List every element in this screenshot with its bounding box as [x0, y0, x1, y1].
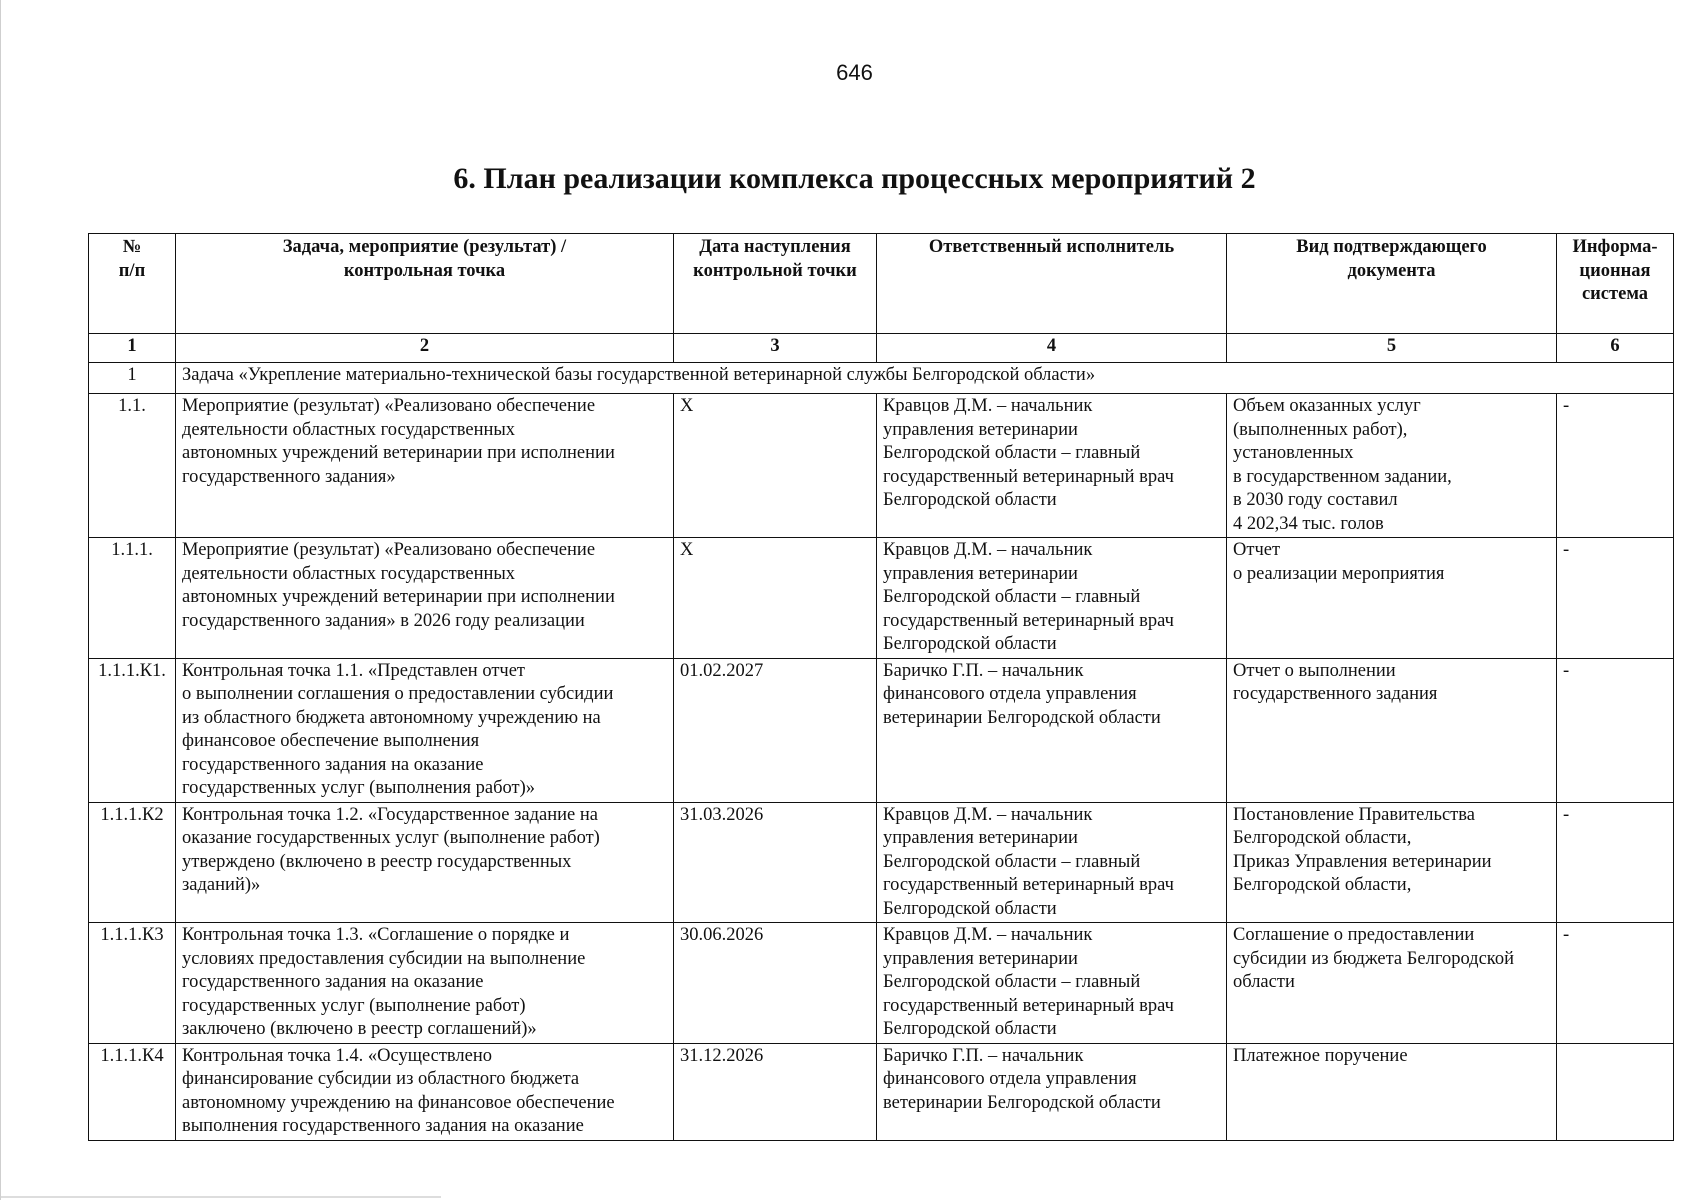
scan-edge-divider [1, 1196, 441, 1198]
row-system: - [1557, 538, 1674, 659]
row-task: Контрольная точка 1.2. «Государственное задание на оказание государственных услуг (выполнение работ) утверждено (включено в реестр государственных заданий)» [176, 802, 674, 923]
row-responsible: Баричко Г.П. – начальник финансового отдела управления ветеринарии Белгородской области [877, 1043, 1227, 1140]
table-row [89, 1043, 1674, 1140]
row-number: 1.1.1. [89, 538, 176, 659]
row-date: Х [674, 394, 877, 538]
row-number: 1.1.1.К3 [89, 923, 176, 1044]
row-task: Мероприятие (результат) «Реализовано обеспечение деятельности областных государственных автономных учреждений ветеринарии при исполнении государственного задания» [176, 394, 674, 538]
header-date: Дата наступления контрольной точки [674, 234, 877, 334]
row-document: Отчет о выполнении государственного задания [1227, 658, 1557, 802]
row-responsible: Кравцов Д.М. – начальник управления ветеринарии Белгородской области – главный государственный ветеринарный врач Белгородской области [877, 394, 1227, 538]
row-system: - [1557, 394, 1674, 538]
row-system: - [1557, 923, 1674, 1044]
table-row [89, 923, 1674, 1044]
header-num: № п/п [89, 234, 176, 334]
page-number: 646 [836, 60, 873, 85]
plan-table [88, 233, 1674, 1141]
header-task: Задача, мероприятие (результат) / контрольная точка [176, 234, 674, 334]
row-task: Контрольная точка 1.3. «Соглашение о порядке и условиях предоставления субсидии на выполнение государственного задания на оказание государственных услуг (выполнение работ) заключено (включено в реестр соглашений)» [176, 923, 674, 1044]
row-document: Объем оказанных услуг (выполненных работ), установленных в государственном задании, в 2030 году составил 4 202,34 тыс. голов [1227, 394, 1557, 538]
row-date: Х [674, 538, 877, 659]
header-row [89, 234, 1674, 334]
header-system: Информа- ционная система [1557, 234, 1674, 334]
document-title: 6. План реализации комплекса процессных мероприятий 2 [453, 162, 1256, 195]
row-document: Платежное поручение [1227, 1043, 1557, 1140]
row-document: Соглашение о предоставлении субсидии из бюджета Белгородской области [1227, 923, 1557, 1044]
table-row [89, 538, 1674, 659]
row-date: 31.12.2026 [674, 1043, 877, 1140]
row-task: Мероприятие (результат) «Реализовано обеспечение деятельности областных государственных автономных учреждений ветеринарии при исполнении государственного задания» в 2026 году реализации [176, 538, 674, 659]
row-system: - [1557, 658, 1674, 802]
column-number: 1 [89, 334, 176, 363]
table-row [89, 802, 1674, 923]
column-number: 3 [674, 334, 877, 363]
column-number-row [89, 334, 1674, 363]
column-number: 4 [877, 334, 1227, 363]
row-date: 31.03.2026 [674, 802, 877, 923]
task-row [89, 363, 1674, 394]
row-system: - [1557, 802, 1674, 923]
row-responsible: Кравцов Д.М. – начальник управления ветеринарии Белгородской области – главный государственный ветеринарный врач Белгородской области [877, 538, 1227, 659]
task-text: Задача «Укрепление материально-технической базы государственной ветеринарной службы Белгородской области» [176, 363, 1674, 394]
row-date: 30.06.2026 [674, 923, 877, 1044]
row-responsible: Баричко Г.П. – начальник финансового отдела управления ветеринарии Белгородской области [877, 658, 1227, 802]
row-date: 01.02.2027 [674, 658, 877, 802]
row-system [1557, 1043, 1674, 1140]
row-number: 1.1.1.К2 [89, 802, 176, 923]
column-number: 5 [1227, 334, 1557, 363]
row-document: Постановление Правительства Белгородской области, Приказ Управления ветеринарии Белгородской области, [1227, 802, 1557, 923]
row-number: 1.1. [89, 394, 176, 538]
task-number: 1 [89, 363, 176, 394]
row-responsible: Кравцов Д.М. – начальник управления ветеринарии Белгородской области – главный государственный ветеринарный врач Белгородской области [877, 802, 1227, 923]
row-document: Отчет о реализации мероприятия [1227, 538, 1557, 659]
table-row [89, 658, 1674, 802]
column-number: 6 [1557, 334, 1674, 363]
row-task: Контрольная точка 1.4. «Осуществлено финансирование субсидии из областного бюджета автономному учреждению на финансовое обеспечение выполнения государственного задания на оказание [176, 1043, 674, 1140]
header-responsible: Ответственный исполнитель [877, 234, 1227, 334]
row-task: Контрольная точка 1.1. «Представлен отчет о выполнении соглашения о предоставлении субсидии из областного бюджета автономному учреждению на финансовое обеспечение выполнения государственного задания на оказание государственных услуг (выполнения работ)» [176, 658, 674, 802]
row-responsible: Кравцов Д.М. – начальник управления ветеринарии Белгородской области – главный государственный ветеринарный врач Белгородской области [877, 923, 1227, 1044]
row-number: 1.1.1.К4 [89, 1043, 176, 1140]
row-number: 1.1.1.К1. [89, 658, 176, 802]
column-number: 2 [176, 334, 674, 363]
table-row [89, 394, 1674, 538]
header-document: Вид подтверждающего документа [1227, 234, 1557, 334]
